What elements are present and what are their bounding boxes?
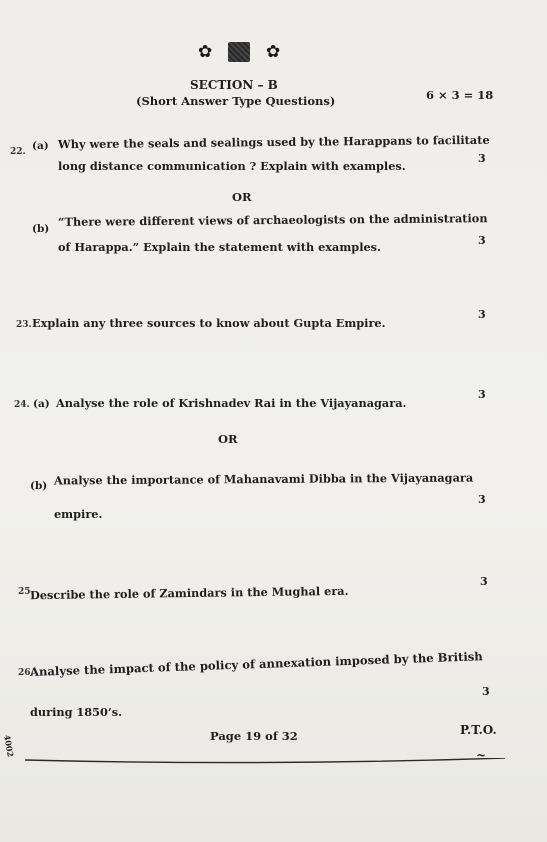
question-marks: 3 (478, 388, 486, 401)
question-text: Explain any three sources to know about Gupta Empire. (32, 316, 386, 330)
header-decoration (196, 42, 288, 64)
question-text: Why were the seals and sealings used by the Harappans to facilitate (57, 132, 490, 152)
question-number: 24. (14, 400, 30, 410)
part-a-label: (a) (32, 140, 49, 152)
question-text: “There were different views of archaeologists on the administration (57, 211, 488, 229)
question-text: Analyse the impact of the policy of annexation imposed by the British (29, 649, 483, 679)
question-number: 23. (16, 320, 32, 330)
tilde-mark: ~ (476, 748, 487, 762)
question-text: Analyse the importance of Mahanavami Dibba in the Vijayanagara (53, 470, 474, 488)
question-marks: 3 (482, 685, 490, 698)
question-marks: 3 (478, 493, 486, 506)
section-subtitle: (Short Answer Type Questions) (136, 94, 336, 108)
question-number: 26. (18, 668, 34, 678)
section-title: SECTION – B (190, 78, 278, 92)
part-b-label: (b) (30, 480, 48, 492)
question-marks: 3 (480, 575, 488, 588)
part-a-label: (a) (33, 398, 50, 410)
question-text: Describe the role of Zamindars in the Mughal era. (29, 583, 349, 603)
pto-label: P.T.O. (460, 723, 497, 737)
footer-rule (25, 758, 505, 766)
logo-stamp (228, 42, 250, 62)
question-marks: 3 (478, 308, 486, 321)
question-text: empire. (54, 507, 103, 521)
question-number: 25. (18, 587, 34, 597)
question-text: during 1850’s. (30, 705, 123, 719)
question-text: long distance communication ? Explain with examples. (58, 159, 406, 173)
or-separator: OR (232, 190, 252, 204)
paper-code: 4002 (2, 734, 16, 758)
question-marks: 3 (478, 152, 486, 165)
page-number: Page 19 of 32 (210, 729, 298, 743)
marks-total: 6 × 3 = 18 (426, 88, 494, 102)
part-b-label: (b) (32, 223, 50, 235)
star-icon: ✿ (266, 42, 281, 62)
question-marks: 3 (478, 234, 486, 247)
question-number: 22. (10, 147, 26, 157)
or-separator: OR (218, 432, 238, 446)
question-text: Analyse the role of Krishnadev Rai in the Vijayanagara. (56, 396, 407, 410)
star-icon: ✿ (198, 42, 213, 62)
question-text: of Harappa.” Explain the statement with examples. (58, 240, 381, 254)
